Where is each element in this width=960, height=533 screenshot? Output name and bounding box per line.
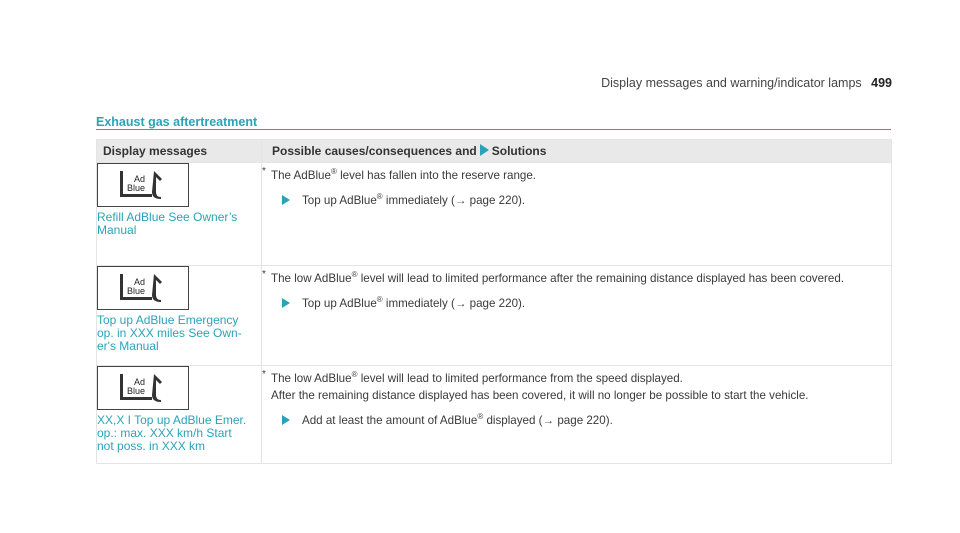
section-divider — [96, 129, 891, 130]
page-ref-arrow-icon: → — [454, 297, 467, 310]
table-header-row — [97, 140, 892, 163]
solution-cell — [262, 163, 892, 266]
column-header-solutions-label: Solutions — [491, 144, 547, 158]
bullet-star-icon: * — [262, 369, 266, 380]
display-message-cell — [97, 163, 262, 266]
column-header-causes-label: Possible causes/consequences and — [272, 144, 477, 158]
section-title: Exhaust gas aftertreatment — [96, 115, 258, 129]
table-row — [97, 163, 892, 266]
cause-item: * The low AdBlue® level will lead to limited performance after the remaining distance displayed has been covered. — [262, 266, 891, 287]
solution-step: Top up AdBlue® immediately (→ page 220). — [262, 188, 891, 209]
display-messages-table — [96, 139, 892, 464]
cause-item: * The low AdBlue® level will lead to limited performance from the speed displayed. — [262, 366, 891, 387]
solution-cell — [262, 366, 892, 464]
adblue-warning-icon — [97, 266, 189, 310]
running-header — [601, 76, 892, 90]
svg-text:Ad: Ad — [134, 277, 146, 287]
table-row — [97, 366, 892, 464]
column-header-display-messages: Display messages — [97, 140, 262, 163]
svg-text:Ad: Ad — [134, 377, 146, 387]
page-ref-arrow-icon: → — [454, 194, 467, 207]
display-message-text: XX,X I Top up AdBlue Emer. op.: max. XXX km/h Start not poss. in XXX km — [97, 413, 247, 453]
svg-text:Blue: Blue — [127, 183, 146, 193]
column-header-solutions — [262, 140, 892, 163]
solution-step: Add at least the amount of AdBlue® displayed (→ page 220). — [262, 408, 891, 429]
bullet-star-icon: * — [262, 166, 266, 177]
solution-step: Top up AdBlue® immediately (→ page 220). — [262, 291, 891, 312]
display-message-cell — [97, 366, 262, 464]
table-row — [97, 266, 892, 366]
adblue-warning-icon — [97, 366, 189, 410]
display-message-text: Refill AdBlue See Owner’s Manual — [97, 210, 238, 237]
cause-extra-text: After the remaining distance displayed has been covered, it will no longer be possible to start the vehicle. — [271, 389, 809, 402]
running-title: Display messages and warning/indicator lamps — [601, 76, 862, 90]
display-message-cell — [97, 266, 262, 366]
solution-arrow-icon — [480, 144, 489, 156]
svg-text:Ad: Ad — [134, 174, 146, 184]
step-arrow-icon — [282, 298, 290, 308]
cause-item: * The AdBlue® level has fallen into the reserve range. — [262, 163, 891, 184]
adblue-warning-icon — [97, 163, 189, 207]
svg-text:Blue: Blue — [127, 386, 146, 396]
page-ref-arrow-icon: → — [542, 414, 555, 427]
page-number: 499 — [871, 76, 892, 90]
display-message-text: Top up AdBlue Emergency op. in XXX miles See Own- er's Manual — [97, 313, 242, 353]
solution-cell — [262, 266, 892, 366]
step-arrow-icon — [282, 415, 290, 425]
step-arrow-icon — [282, 195, 290, 205]
bullet-star-icon: * — [262, 269, 266, 280]
svg-text:Blue: Blue — [127, 286, 146, 296]
